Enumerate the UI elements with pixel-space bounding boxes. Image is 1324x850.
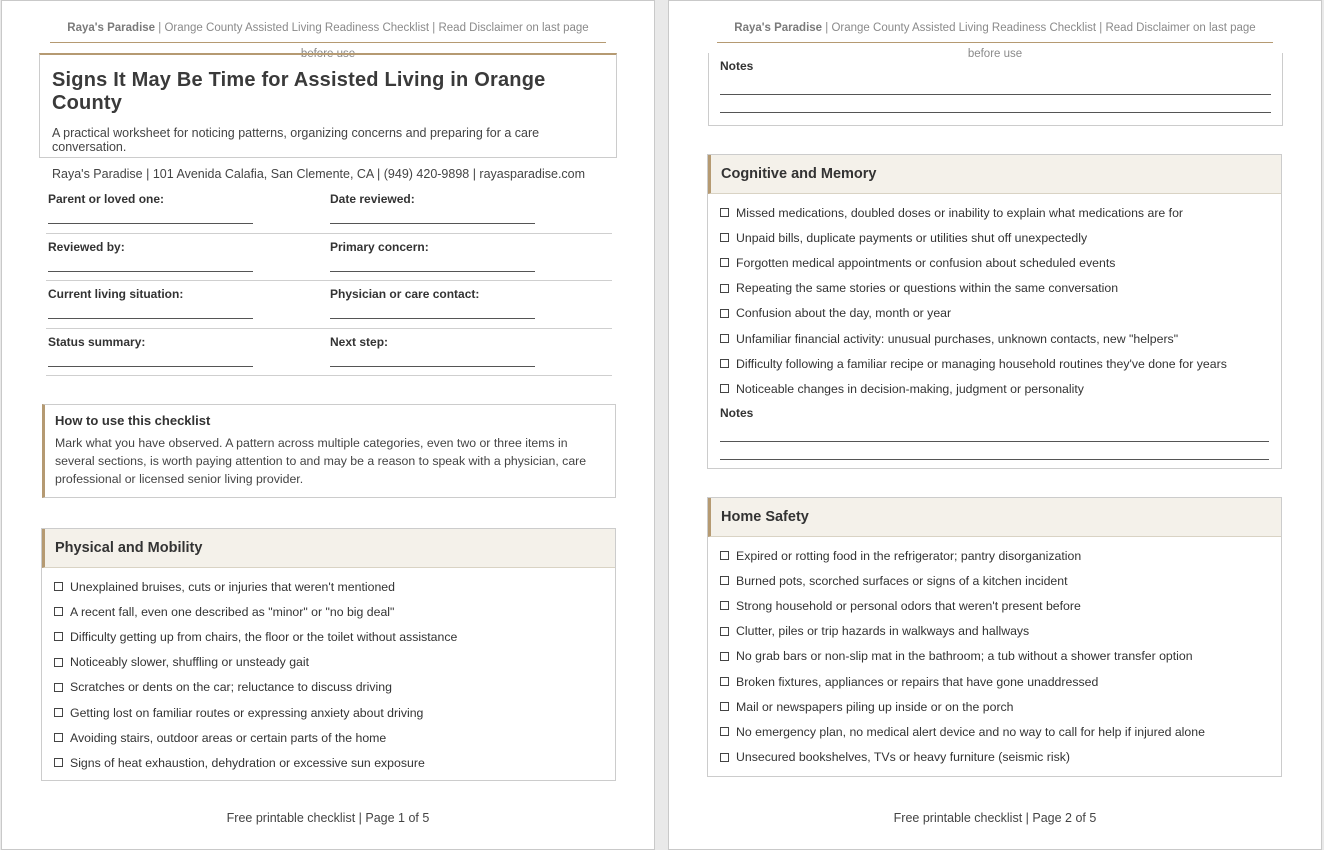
notes-box: [708, 53, 1283, 126]
checkbox[interactable]: [720, 753, 729, 762]
page-header: [717, 15, 1273, 60]
checklist-item-label: Broken fixtures, appliances or repairs that have gone unaddressed: [736, 674, 1099, 689]
section-title: Physical and Mobility: [42, 529, 615, 568]
checklist-item-label: Forgotten medical appointments or confusion about scheduled events: [736, 255, 1116, 270]
checklist-item[interactable]: [720, 568, 1281, 593]
checklist: [708, 194, 1281, 402]
checklist-item[interactable]: [720, 644, 1281, 669]
checklist-item-label: Mail or newspapers piling up inside or on the porch: [736, 699, 1014, 714]
contact-info: Raya's Paradise | 101 Avenida Calafia, San Clemente, CA | (949) 420-9898 | rayasparadise.com: [52, 167, 586, 181]
checkbox[interactable]: [54, 708, 63, 717]
page-footer: Free printable checklist | Page 1 of 5: [226, 811, 430, 825]
checklist-item-label: Signs of heat exhaustion, dehydration or excessive sun exposure: [70, 755, 425, 770]
checkbox[interactable]: [720, 652, 729, 661]
checkbox[interactable]: [720, 551, 729, 560]
checkbox[interactable]: [720, 334, 729, 343]
form-fields: [46, 186, 612, 376]
checklist-item-label: Strong household or personal odors that weren't present before: [736, 598, 1081, 613]
checklist-item[interactable]: [54, 700, 615, 725]
checkbox[interactable]: [720, 702, 729, 711]
notes-label: Notes: [720, 59, 754, 73]
notes-line[interactable]: [720, 459, 1269, 460]
field-label: Next step:: [330, 334, 389, 349]
howto-box: [42, 404, 616, 498]
checkbox[interactable]: [720, 233, 729, 242]
checkbox[interactable]: [54, 683, 63, 692]
checklist-item-label: A recent fall, even one described as "minor" or "no big deal": [70, 604, 395, 619]
notes-line[interactable]: [720, 94, 1271, 95]
checklist-item-label: No grab bars or non-slip mat in the bathroom; a tub without a shower transfer option: [736, 649, 1193, 664]
field-input-line[interactable]: [48, 223, 253, 224]
checklist-item[interactable]: [54, 675, 615, 700]
field-label: Status summary:: [48, 334, 146, 349]
checkbox[interactable]: [720, 677, 729, 686]
page-2: [668, 0, 1322, 850]
checklist-item-label: Burned pots, scorched surfaces or signs of a kitchen incident: [736, 573, 1068, 588]
page-header: [50, 15, 606, 60]
field-input-line[interactable]: [48, 366, 253, 367]
checklist-item-label: Confusion about the day, month or year: [736, 306, 952, 321]
checklist-item[interactable]: [720, 301, 1281, 326]
checkbox[interactable]: [720, 601, 729, 610]
field-label: Date reviewed:: [330, 192, 415, 206]
section-title: Home Safety: [708, 498, 1281, 537]
checklist-item[interactable]: [720, 376, 1281, 401]
checklist-item-label: Difficulty getting up from chairs, the floor or the toilet without assistance: [70, 629, 458, 644]
header-text: | Orange County Assisted Living Readiness Checklist | Read Disclaimer on last page before use: [155, 22, 589, 60]
checklist-item[interactable]: [720, 225, 1281, 250]
checkbox[interactable]: [720, 627, 729, 636]
checklist-item[interactable]: [54, 574, 615, 599]
checkbox[interactable]: [720, 258, 729, 267]
checklist-item[interactable]: [54, 650, 615, 675]
checklist-item-label: Difficulty following a familiar recipe or managing household routines they've done for years: [736, 356, 1227, 371]
page-1: [1, 0, 655, 850]
field-label: Current living situation:: [48, 287, 184, 301]
checkbox[interactable]: [720, 208, 729, 217]
field-input-line[interactable]: [330, 366, 535, 367]
section-physical: [41, 528, 616, 781]
field-row: [46, 329, 612, 377]
checklist-item-label: Unpaid bills, duplicate payments or utilities shut off unexpectedly: [736, 230, 1088, 245]
checklist-item[interactable]: [720, 276, 1281, 301]
field-input-line[interactable]: [48, 271, 253, 272]
checklist-item-label: Expired or rotting food in the refrigerator; pantry disorganization: [736, 548, 1082, 563]
checkbox[interactable]: [720, 309, 729, 318]
section-notes: [708, 406, 1281, 460]
checkbox[interactable]: [720, 576, 729, 585]
checklist-item-label: Avoiding stairs, outdoor areas or certain parts of the home: [70, 730, 387, 745]
checkbox[interactable]: [54, 632, 63, 641]
field-input-line[interactable]: [330, 318, 535, 319]
checklist-item[interactable]: [54, 599, 615, 624]
field-row: [46, 234, 612, 282]
checklist-item[interactable]: [720, 200, 1281, 225]
checklist-item[interactable]: [54, 750, 615, 775]
checklist-item[interactable]: [720, 543, 1281, 568]
checkbox[interactable]: [54, 607, 63, 616]
page-title: Signs It May Be Time for Assisted Living in Orange County: [52, 69, 546, 114]
field-row: [46, 186, 612, 234]
field-row: [46, 281, 612, 329]
howto-body: Mark what you have observed. A pattern across multiple categories, even two or three items in several sections, is worth paying attention to and may be a reason to speak with a physician, care professional or licensed senior living provider.: [55, 436, 587, 486]
checklist-item[interactable]: [720, 326, 1281, 351]
checkbox[interactable]: [54, 733, 63, 742]
checklist-item-label: Getting lost on familiar routes or expressing anxiety about driving: [70, 705, 424, 720]
checklist-item-label: Noticeable changes in decision-making, judgment or personality: [736, 381, 1084, 396]
howto-title: How to use this checklist: [55, 413, 211, 428]
notes-line[interactable]: [720, 441, 1269, 442]
field-label: Primary concern:: [330, 239, 429, 254]
field-label: Physician or care contact:: [330, 287, 480, 301]
checklist-item-label: Unsecured bookshelves, TVs or heavy furniture (seismic risk): [736, 750, 1070, 765]
checklist-item-label: Noticeably slower, shuffling or unsteady gait: [70, 655, 310, 670]
checklist-item-label: No emergency plan, no medical alert device and no way to call for help if injured alone: [736, 724, 1205, 739]
checkbox[interactable]: [54, 758, 63, 767]
title-box: [39, 53, 617, 181]
checklist-item[interactable]: [54, 725, 615, 750]
section-home-safety: [707, 497, 1282, 777]
checklist-item[interactable]: [54, 624, 615, 649]
checklist-item-label: Scratches or dents on the car; reluctance to discuss driving: [70, 680, 392, 695]
checkbox[interactable]: [720, 359, 729, 368]
checklist-item[interactable]: [720, 250, 1281, 275]
page-footer: Free printable checklist | Page 2 of 5: [893, 811, 1097, 825]
checklist-item[interactable]: [720, 719, 1281, 744]
field-input-line[interactable]: [330, 223, 535, 224]
notes-label: Notes: [720, 405, 754, 420]
notes-line[interactable]: [720, 112, 1271, 113]
header-text: | Orange County Assisted Living Readiness Checklist | Read Disclaimer on last page before use: [822, 22, 1256, 60]
checkbox[interactable]: [720, 284, 729, 293]
checklist-item[interactable]: [720, 593, 1281, 618]
checklist-item-label: Unexplained bruises, cuts or injuries that weren't mentioned: [70, 579, 395, 594]
checklist-item[interactable]: [720, 669, 1281, 694]
field-input-line[interactable]: [330, 271, 535, 272]
field-label: Parent or loved one:: [48, 192, 165, 206]
checklist-item[interactable]: [720, 745, 1281, 770]
checklist-item-label: Unfamiliar financial activity: unusual purchases, unknown contacts, new "helpers": [736, 331, 1179, 346]
header-brand: Raya's Paradise: [67, 22, 156, 34]
checklist-item[interactable]: [720, 694, 1281, 719]
field-label: Reviewed by:: [48, 239, 125, 254]
checklist: [42, 568, 615, 776]
checklist-item-label: Clutter, piles or trip hazards in walkways and hallways: [736, 624, 1030, 639]
checklist-item-label: Missed medications, doubled doses or inability to explain what medications are for: [736, 205, 1184, 220]
checkbox[interactable]: [720, 384, 729, 393]
checklist: [708, 537, 1281, 770]
checklist-item[interactable]: [720, 619, 1281, 644]
field-input-line[interactable]: [48, 318, 253, 319]
page-subtitle: A practical worksheet for noticing patterns, organizing concerns and preparing for a care conversation.: [52, 126, 540, 154]
checklist-item[interactable]: [720, 351, 1281, 376]
header-brand: Raya's Paradise: [734, 22, 823, 34]
checkbox[interactable]: [720, 727, 729, 736]
section-cognitive: [707, 154, 1282, 469]
checklist-item-label: Repeating the same stories or questions within the same conversation: [736, 281, 1119, 296]
checkbox[interactable]: [54, 658, 63, 667]
section-title: Cognitive and Memory: [708, 155, 1281, 194]
checkbox[interactable]: [54, 582, 63, 591]
